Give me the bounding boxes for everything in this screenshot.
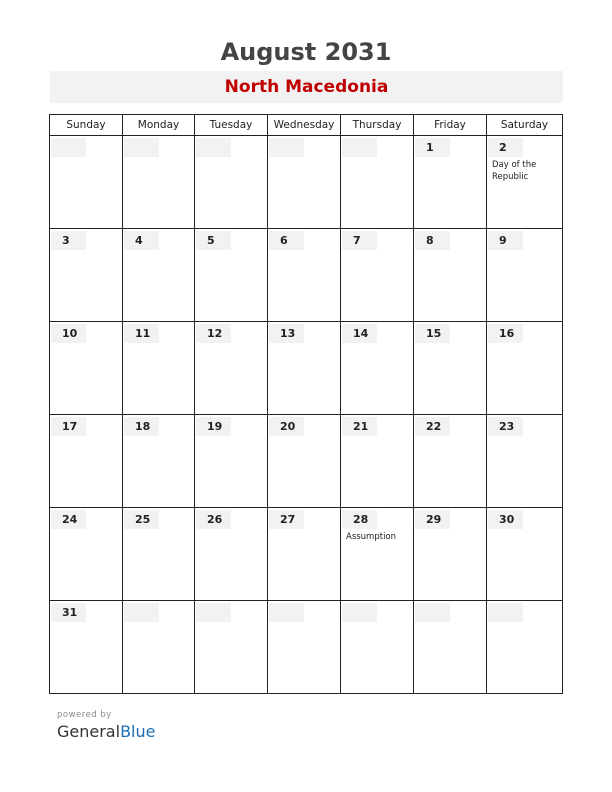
day-cell [414,601,487,694]
day-cell [487,601,563,694]
day-cell [268,601,341,694]
day-cell [341,508,414,601]
weekday-header: Thursday [341,115,414,136]
day-number [124,138,159,157]
day-number [269,138,304,157]
day-number: 31 [51,603,86,622]
day-cell [341,136,414,229]
day-number: 2 [488,138,523,157]
day-number: 30 [488,510,523,529]
day-number: 7 [342,231,377,250]
brand-logo [57,722,155,741]
day-number: 29 [415,510,450,529]
day-cell [341,229,414,322]
day-cell [195,601,268,694]
day-number: 19 [196,417,231,436]
weekday-header: Sunday [50,115,123,136]
day-number [196,138,231,157]
weekday-header: Tuesday [195,115,268,136]
day-cell [268,508,341,601]
week-row [50,415,563,508]
day-cell [268,415,341,508]
day-cell [414,508,487,601]
day-cell [50,229,123,322]
day-cell [195,229,268,322]
day-cell [50,415,123,508]
day-number: 12 [196,324,231,343]
week-row [50,322,563,415]
day-number: 25 [124,510,159,529]
day-number: 26 [196,510,231,529]
day-cell [195,415,268,508]
day-number: 4 [124,231,159,250]
powered-by-text: powered by [57,710,112,720]
day-number: 1 [415,138,450,157]
day-number: 28 [342,510,377,529]
day-cell [414,415,487,508]
footer-brand [57,710,155,741]
day-number: 11 [124,324,159,343]
page-title: August 2031 [220,38,392,66]
day-number [342,138,377,157]
day-number: 18 [124,417,159,436]
day-number: 6 [269,231,304,250]
day-number: 8 [415,231,450,250]
day-cell [50,601,123,694]
week-row [50,229,563,322]
day-cell [487,136,563,229]
day-cell [341,415,414,508]
day-number [415,603,450,622]
day-number [124,603,159,622]
country-name: North Macedonia [224,77,389,97]
day-cell [123,415,195,508]
day-cell [487,415,563,508]
country-banner [50,71,563,103]
day-cell [268,229,341,322]
day-number: 21 [342,417,377,436]
day-cell [50,508,123,601]
day-cell [487,322,563,415]
day-number: 15 [415,324,450,343]
week-row [50,136,563,229]
day-cell [123,508,195,601]
day-cell [414,322,487,415]
day-number [196,603,231,622]
week-row [50,601,563,694]
day-number [342,603,377,622]
day-cell [341,322,414,415]
day-cell [195,322,268,415]
day-number: 16 [488,324,523,343]
weekday-header: Wednesday [268,115,341,136]
day-number: 9 [488,231,523,250]
day-cell [195,136,268,229]
day-cell [414,229,487,322]
day-number: 22 [415,417,450,436]
day-cell [487,508,563,601]
weekday-header: Saturday [487,115,563,136]
holiday-label: Assumption [346,532,397,542]
day-cell [195,508,268,601]
day-number: 23 [488,417,523,436]
weekday-header: Monday [123,115,195,136]
weekday-header: Friday [414,115,487,136]
day-number: 20 [269,417,304,436]
day-cell [487,229,563,322]
day-number: 24 [51,510,86,529]
day-cell [414,136,487,229]
day-cell [123,136,195,229]
day-number: 27 [269,510,304,529]
day-number: 3 [51,231,86,250]
weekday-header-row [50,115,563,136]
week-row [50,508,563,601]
day-number: 10 [51,324,86,343]
day-number: 13 [269,324,304,343]
day-cell [123,322,195,415]
day-cell [268,136,341,229]
calendar-grid [49,114,563,694]
day-number [269,603,304,622]
day-cell [123,229,195,322]
brand-logo-part2: Blue [120,722,156,741]
day-cell [50,322,123,415]
day-cell [268,322,341,415]
day-number [488,603,523,622]
day-cell [50,136,123,229]
calendar-body [50,136,563,694]
day-number [51,138,86,157]
brand-logo-part1: General [57,722,121,741]
day-number: 5 [196,231,231,250]
day-number: 14 [342,324,377,343]
day-cell [341,601,414,694]
day-number: 17 [51,417,86,436]
holiday-label: Day of the Republic [492,160,537,182]
day-cell [123,601,195,694]
